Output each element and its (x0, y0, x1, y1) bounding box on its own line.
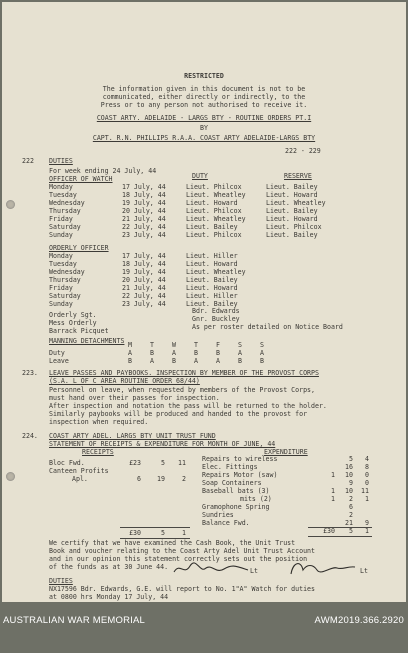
expenditure-total-pounds: £30 (323, 527, 335, 535)
table-row-day: Saturday (49, 292, 81, 300)
table-row-shillings: 16 (345, 463, 353, 471)
leave-code: B (238, 357, 242, 365)
notice-line-3: Press or to any person not authorised to receive it. (100, 101, 308, 109)
table-row-duty: Lieut. Philcox (186, 183, 242, 191)
total-rule-right-top (308, 527, 372, 528)
signature-2 (287, 558, 357, 578)
table-row-item: Gramophone Spring (202, 503, 270, 511)
table-row-shillings: 9 (349, 479, 353, 487)
table-row-date: 22 July, 44 (122, 223, 166, 231)
duty-code: A (128, 349, 132, 357)
table-row-item: Repairs Motor (saw) (202, 471, 278, 479)
manning-day: T (194, 341, 198, 349)
table-row-date: 21 July, 44 (122, 215, 166, 223)
table-row-pounds: 1 (331, 495, 335, 503)
duty-code: B (194, 349, 198, 357)
table-row-shillings: 10 (345, 471, 353, 479)
table-row-duty: Lieut. Bailey (186, 223, 238, 231)
manning-day: T (150, 341, 154, 349)
signature-1 (172, 560, 252, 578)
duty-code: A (260, 349, 264, 357)
signature-2-suffix: Lt (360, 567, 368, 575)
table-row-shillings: 19 (157, 475, 165, 483)
trust-fund-subheading: STATEMENT OF RECEIPTS & EXPENDITURE FOR MONTH OF JUNE, 44 (49, 440, 276, 448)
leave-code: A (150, 357, 154, 365)
table-row-pounds: £23 (129, 459, 141, 467)
manning-day: S (260, 341, 264, 349)
table-row-shillings: 5 (349, 455, 353, 463)
table-row-date: 22 July, 44 (122, 292, 166, 300)
table-row-officer: Lieut. Bailey (186, 300, 238, 308)
table-row-item: Repairs to wireless (202, 455, 278, 463)
table-row-pence: 0 (365, 479, 369, 487)
table-row-shillings: 2 (349, 495, 353, 503)
table-row-pence: 1 (365, 495, 369, 503)
table-row-day: Wednesday (49, 268, 85, 276)
orderly-officer-heading: ORDERLY OFFICER (49, 244, 109, 252)
table-row-item: Balance Fwd. (202, 519, 250, 527)
table-row-date: 17 July, 44 (122, 252, 166, 260)
barrack-picquet-value: As per roster detailed on Notice Board (192, 323, 343, 331)
manning-day: M (128, 341, 132, 349)
table-row-pence: 11 (178, 459, 186, 467)
table-row-day: Wednesday (49, 199, 85, 207)
manning-day: S (238, 341, 242, 349)
leave-code: B (128, 357, 132, 365)
table-row-date: 18 July, 44 (122, 260, 166, 268)
table-row-pounds: 1 (331, 487, 335, 495)
table-row-item: mits (2) (240, 495, 272, 503)
certify-line: Book and voucher relating to the Coast Arty Adel Unit Trust Account (49, 547, 315, 555)
leave-code: B (260, 357, 264, 365)
punch-hole-bottom (6, 472, 15, 481)
table-row-day: Sunday (49, 300, 73, 308)
table-row-day: Friday (49, 284, 73, 292)
duty-code: A (172, 349, 176, 357)
table-row-duty: Lieut. Philcox (186, 207, 242, 215)
table-row-pence: 4 (365, 455, 369, 463)
archive-reference: AWM2019.366.2920 (314, 615, 404, 626)
leave-code: A (194, 357, 198, 365)
officer-of-watch-heading: OFFICER OF WATCH (49, 175, 113, 183)
certify-line: We certify that we have examined the Cash Book, the Unit Trust (49, 539, 296, 547)
table-row-reserve: Lieut. Wheatley (266, 199, 326, 207)
leave-code: B (172, 357, 176, 365)
table-row-shillings: 21 (345, 519, 353, 527)
table-row-pence: 0 (365, 471, 369, 479)
notice-line-2: communicated, either directly or indirectly, to the (102, 93, 306, 101)
table-row-duty: Lieut. Wheatley (186, 215, 246, 223)
expenditure-total-pence: 1 (365, 527, 369, 535)
certify-line: and in our opinion this statement correctly sets out the position (49, 555, 308, 563)
total-rule-left-top (120, 527, 190, 528)
table-row-day: Monday (49, 183, 73, 191)
leave-passes-reference: (S.A. L OF C AREA ROUTINE ORDER 68/44) (49, 377, 200, 385)
manning-detachments-heading: MANNING DETACHMENTS (49, 337, 125, 345)
leave-passes-heading: LEAVE PASSES AND PAYBOOKS. INSPECTION BY MEMBER OF THE PROVOST CORPS (49, 369, 319, 377)
receipts-total-pence: 1 (182, 529, 186, 537)
table-row-day: Tuesday (49, 191, 77, 199)
receipts-total-pounds: £30 (129, 529, 141, 537)
table-row-date: 23 July, 44 (122, 231, 166, 239)
table-row-date: 21 July, 44 (122, 284, 166, 292)
table-row-date: 19 July, 44 (122, 199, 166, 207)
by-line: BY (200, 124, 208, 132)
table-row-pence: 2 (182, 475, 186, 483)
table-row-shillings: 2 (349, 511, 353, 519)
expenditure-total-shillings: 5 (349, 527, 353, 535)
final-duties-line-2: at 0800 hrs Monday 17 July, 44 (49, 593, 169, 601)
order-range: 222 - 229 (285, 147, 321, 155)
week-ending: For week ending 24 July, 44 (49, 167, 157, 175)
table-row-pounds: 6 (137, 475, 141, 483)
order-number-222: 222 (22, 157, 34, 165)
table-row-duty: Lieut. Wheatley (186, 191, 246, 199)
reserve-column-heading: RESERVE (284, 172, 312, 180)
table-row-item: Bloc Fwd. (49, 459, 85, 467)
table-row-item: Elec. Fittings (202, 463, 258, 471)
final-duties-line-1: NX17596 Bdr. Edwards, G.E. will report to No. 1"A" Watch for duties (49, 585, 315, 593)
table-row-day: Sunday (49, 231, 73, 239)
table-row-reserve: Lieut. Bailey (266, 207, 318, 215)
table-row-shillings: 6 (349, 503, 353, 511)
table-row-shillings: 10 (345, 487, 353, 495)
table-row-day: Monday (49, 252, 73, 260)
notice-line-1: The information given in this document is not to be (102, 85, 306, 93)
archive-footer (0, 604, 408, 653)
duty-column-heading: DUTY (192, 172, 208, 180)
table-row-item: Canteen Profits (49, 467, 109, 475)
table-row-officer: Lieut. Howard (186, 284, 238, 292)
table-row-item: Soap Containers (202, 479, 262, 487)
table-row-reserve: Lieut. Bailey (266, 231, 318, 239)
table-row-reserve: Lieut. Philcox (266, 223, 322, 231)
receipts-heading: RECEIPTS (82, 448, 114, 456)
table-row-day: Saturday (49, 223, 81, 231)
table-row-day: Thursday (49, 207, 81, 215)
leave-passes-line: inspection when required. (49, 418, 149, 426)
table-row-duty: Lieut. Howard (186, 199, 238, 207)
table-row-date: 20 July, 44 (122, 276, 166, 284)
table-row-officer: Lieut. Hiller (186, 252, 238, 260)
leave-passes-line: must hand over their passes for inspection. (49, 394, 220, 402)
table-row-day: Thursday (49, 276, 81, 284)
table-row-item: Baseball bats (3) (202, 487, 270, 495)
total-rule-right-bottom (308, 536, 372, 537)
final-duties-heading: DUTIES (49, 577, 73, 585)
trust-fund-heading: COAST ARTY ADEL. LARGS BTY UNIT TRUST FUND (49, 432, 216, 440)
table-row-officer: Lieut. Howard (186, 260, 238, 268)
certify-line: of the funds as at 30 June 44. (49, 563, 169, 571)
manning-day: F (216, 341, 220, 349)
signature-1-suffix: Lt (250, 567, 258, 575)
table-row-date: 23 July, 44 (122, 300, 166, 308)
table-row-date: 20 July, 44 (122, 207, 166, 215)
expenditure-heading: EXPENDITURE (264, 448, 308, 456)
duties-heading: DUTIES (49, 157, 73, 165)
table-row-item: Apl. (72, 475, 88, 483)
table-row-day: Friday (49, 215, 73, 223)
duty-code: B (150, 349, 154, 357)
receipts-total-shillings: 5 (161, 529, 165, 537)
document-page (2, 2, 406, 602)
orders-title: COAST ARTY. ADELAIDE - LARGS BTY - ROUTINE ORDERS PT.I (96, 114, 312, 122)
table-row-item: Sundries (202, 511, 234, 519)
mess-orderly-label: Mess Orderly (49, 319, 97, 327)
punch-hole-top (6, 200, 15, 209)
table-row-reserve: Lieut. Howard (266, 191, 318, 199)
order-number-223: 223. (22, 369, 38, 377)
table-row-reserve: Lieut. Howard (266, 215, 318, 223)
leave-passes-line: After inspection and notation the pass will be returned to the holder. (49, 402, 327, 410)
archive-name: AUSTRALIAN WAR MEMORIAL (3, 615, 146, 626)
table-row-date: 17 July, 44 (122, 183, 166, 191)
table-row-shillings: 5 (161, 459, 165, 467)
table-row-pounds: 1 (331, 471, 335, 479)
author-line: CAPT. R.N. PHILLIPS R.A.A. COAST ARTY ADELAIDE-LARGS BTY (92, 134, 316, 142)
leave-code: A (216, 357, 220, 365)
table-row-date: 19 July, 44 (122, 268, 166, 276)
duty-code: B (216, 349, 220, 357)
manning-day: W (172, 341, 176, 349)
leave-passes-line: Similarly paybooks will be produced and handed to the provost for (49, 410, 308, 418)
table-row-officer: Lieut. Bailey (186, 276, 238, 284)
table-row-date: 18 July, 44 (122, 191, 166, 199)
table-row-pence: 9 (365, 519, 369, 527)
table-row-pence: 11 (361, 487, 369, 495)
table-row-reserve: Lieut. Bailey (266, 183, 318, 191)
classification-label: RESTRICTED (184, 72, 224, 80)
duty-code: A (238, 349, 242, 357)
table-row-pence: 8 (365, 463, 369, 471)
table-row-day: Tuesday (49, 260, 77, 268)
table-row-officer: Lieut. Hiller (186, 292, 238, 300)
order-number-224: 224. (22, 432, 38, 440)
leave-passes-line: Personnel on leave, when requested by members of the Provost Corps, (49, 386, 315, 394)
table-row-duty: Lieut. Philcox (186, 231, 242, 239)
orderly-sgt-label: Orderly Sgt. (49, 311, 97, 319)
table-row-officer: Lieut. Wheatley (186, 268, 246, 276)
mess-orderly-value: Gnr. Buckley (192, 315, 240, 323)
leave-row-label: Leave (49, 357, 69, 365)
duty-row-label: Duty (49, 349, 65, 357)
orderly-sgt-value: Bdr. Edwards (192, 307, 240, 315)
barrack-picquet-label: Barrack Picquet (49, 327, 109, 335)
